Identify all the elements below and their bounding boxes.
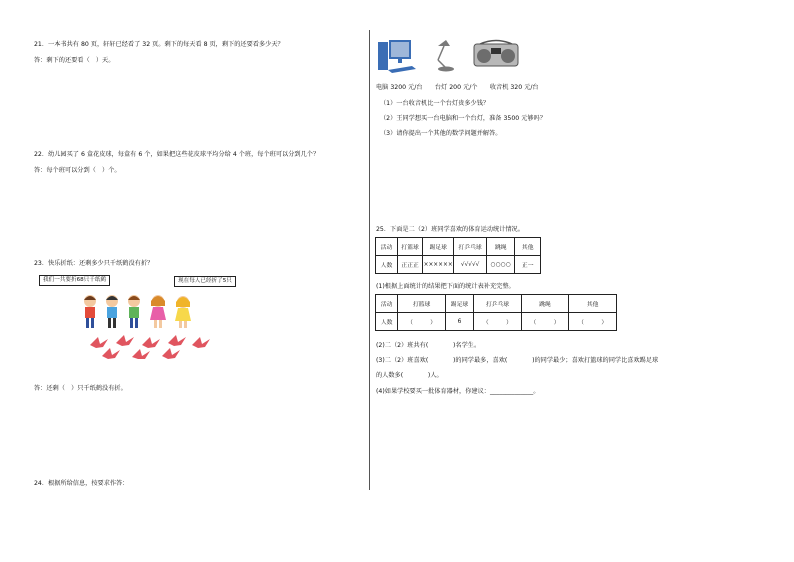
q24-item-3: （3）请你提出一个其他的数学问题并解答。: [380, 130, 502, 137]
table-blank-cell[interactable]: （ ）: [474, 313, 522, 331]
speech-bubble-left: 我们一共要折68只千纸鹤: [39, 275, 110, 286]
child-3: [128, 295, 140, 328]
children-illustration: [78, 292, 208, 332]
q24-question: 24．根据所给信息，按要求作答：: [34, 480, 129, 487]
child-5: [175, 296, 191, 328]
stats-table-data-row: [376, 313, 617, 331]
q25-instruction: (1)根据上面统计的结果把下面的统计表补充完整。: [376, 283, 515, 290]
radio-icon: [474, 41, 518, 67]
child-4: [150, 295, 166, 328]
table-cell: ××××××: [423, 256, 454, 274]
q25-sub-question-4: (4)如果学校要买一批体育器材，你建议：______________。: [376, 388, 540, 395]
paper-cranes-illustration: [88, 333, 213, 359]
table-cell: 正正正: [397, 256, 422, 274]
q25-sub-question-3: (3)二（2）班喜欢( )的同学最多，喜欢( )的同学最少；喜欢打篮球的同学比喜欢踢足球: [376, 357, 659, 364]
q23-answer: 答：还剩（ ）只千纸鹤没有折。: [34, 385, 127, 392]
q21-question: 21．一本书共有 80 页，轩轩已经看了 32 页。剩下的每天看 8 页，剩下的还要看多少天？: [34, 41, 284, 48]
q22-answer: 答：每个班可以分到（ ）个。: [34, 167, 121, 174]
table-row-label: 人数: [376, 256, 398, 274]
table-header-cell: 打篮球: [398, 295, 446, 313]
table-header-cell: 跳绳: [521, 295, 569, 313]
q24-item-1: （1）一台收音机比一个台灯贵多少钱？: [380, 100, 490, 107]
column-divider: [369, 30, 370, 490]
lamp-icon: [438, 40, 454, 72]
q21-answer: 答：剩下的还要看（ ）天。: [34, 57, 115, 64]
computer-icon: [378, 41, 416, 73]
table-header-cell: 打篮球: [397, 238, 422, 256]
table-cell: 正一: [515, 256, 541, 274]
q22-question: 22．幼儿园买了 6 盒花皮球，每盒有 6 个，如果把这些花皮球平均分给 4 个班，每个班可以分到几个？: [34, 151, 320, 158]
tally-table-header-row: [376, 238, 541, 256]
table-cell: 6: [445, 313, 473, 331]
table-header-cell: 其他: [569, 295, 617, 313]
q25-sub-question-3-cont: 的人数多( )人。: [376, 372, 443, 379]
table-header-cell: 踢足球: [445, 295, 473, 313]
table-header-cell: 打乒乓球: [474, 295, 522, 313]
child-1: [84, 295, 96, 328]
table-header-cell: 其他: [515, 238, 541, 256]
q25-sub-question-2: (2)二（2）班共有( )名学生。: [376, 342, 481, 349]
q24-item-2: （2）王同学想买一台电脑和一个台灯，准备 3500 元够吗？: [380, 115, 546, 122]
table-header-cell: 打乒乓球: [454, 238, 487, 256]
q25-question: 25．下面是二（2）班同学喜欢的体育运动统计情况。: [376, 226, 524, 233]
table-cell: ○○○○: [487, 256, 515, 274]
table-blank-cell[interactable]: （ ）: [521, 313, 569, 331]
child-2: [106, 295, 118, 328]
table-blank-cell[interactable]: （ ）: [569, 313, 617, 331]
table-blank-cell[interactable]: （ ）: [398, 313, 446, 331]
table-header-cell: 活动: [376, 295, 398, 313]
stats-table-header-row: [376, 295, 617, 313]
q23-question: 23．快乐折纸：还剩多少只千纸鹤没有折？: [34, 260, 154, 267]
tally-table: [375, 237, 541, 274]
stats-table: [375, 294, 617, 331]
speech-bubble-right: 现在每人已经折了5只: [174, 276, 236, 287]
table-header-cell: 活动: [376, 238, 398, 256]
table-cell: √√√√√: [454, 256, 487, 274]
table-row-label: 人数: [376, 313, 398, 331]
tally-table-data-row: [376, 256, 541, 274]
table-header-cell: 踢足球: [423, 238, 454, 256]
table-header-cell: 跳绳: [487, 238, 515, 256]
products-illustration: [376, 38, 526, 78]
paper-crane-icons: [90, 335, 210, 359]
product-prices: 电脑 3200 元/台 台灯 200 元/个 收音机 320 元/台: [376, 84, 539, 91]
